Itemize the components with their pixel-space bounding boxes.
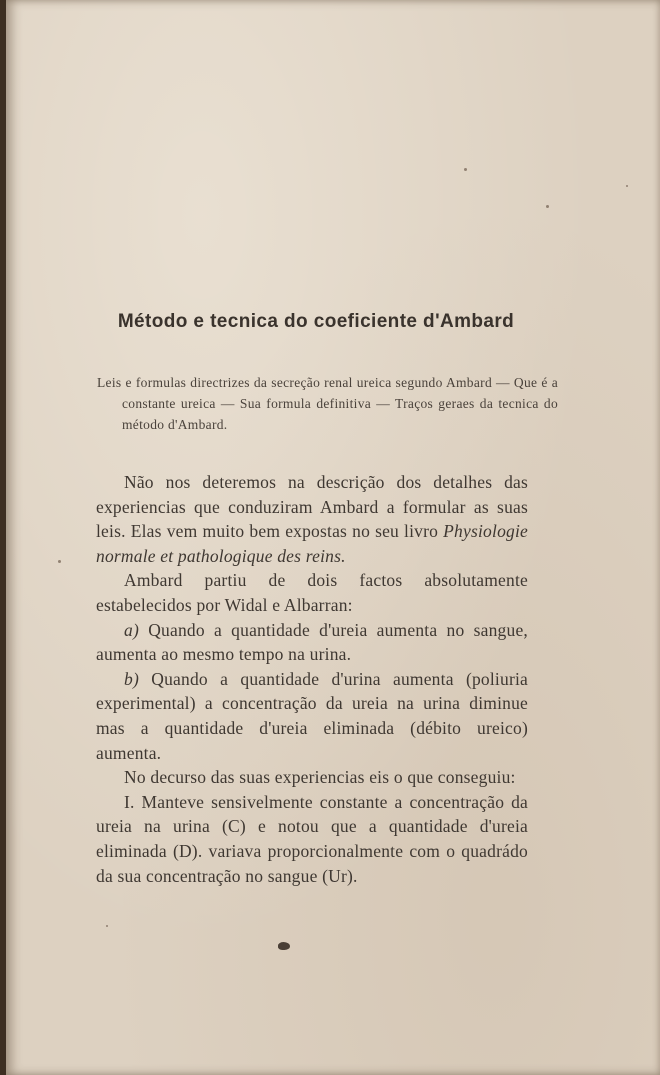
paragraph-intro <box>96 470 528 568</box>
paragraph-facts: Ambard partiu de dois factos absolutamente estabelecidos por Widal e Albarran: <box>96 570 528 615</box>
book-title: Physiologie normale et pathologique des reins. <box>96 521 528 566</box>
paragraph-experiments: No decurso das suas experiencias eis o que conseguiu: <box>124 767 516 788</box>
fact-a-marker: a) <box>124 619 139 640</box>
paper-speck <box>626 185 628 187</box>
paragraph-law-one: I. Manteve sensivelmente constante a concentração da ureia na urina (C) e notou que a quantidade d'ureia eliminada (D). variava proporcionalmente com o quadrádo da sua concentração no sangue (Ur). <box>96 791 528 886</box>
fact-b-marker: b) <box>124 668 139 689</box>
fact-a-text: Quando a quantidade d'ureia aumenta no sangue, aumenta ao mesmo tempo na urina. <box>96 619 528 665</box>
chapter-title: Método e tecnica do coeficiente d'Ambard <box>117 311 515 332</box>
body-text <box>96 470 528 888</box>
fact-b-text: Quando a quantidade d'urina aumenta (poliuria experimental) a concentração da ureia na urina diminue mas a quantidade d'ureia eliminada (débito ureico) aumenta. <box>96 668 528 763</box>
page-end-ornament <box>278 942 290 950</box>
show-through-text <box>186 80 606 380</box>
paper-speck <box>58 560 61 563</box>
paper-speck <box>464 168 467 171</box>
paper-speck <box>546 205 549 208</box>
paper-speck <box>106 925 108 927</box>
paragraph-fact-a <box>96 618 528 667</box>
paragraph-fact-b <box>96 667 528 765</box>
paragraph-intro-text: Não nos deteremos na descrição dos detalhes das experiencias que conduziram Ambard a formular as suas leis. Elas vem muito bem expostas no seu livro <box>96 472 528 542</box>
book-page <box>6 0 660 1075</box>
chapter-summary: Leis e formulas directrizes da secreção renal ureica segundo Ambard — Que é a constante ureica — Sua formula definitiva — Traços geraes da tecnica do método d'Ambard. <box>97 375 558 432</box>
